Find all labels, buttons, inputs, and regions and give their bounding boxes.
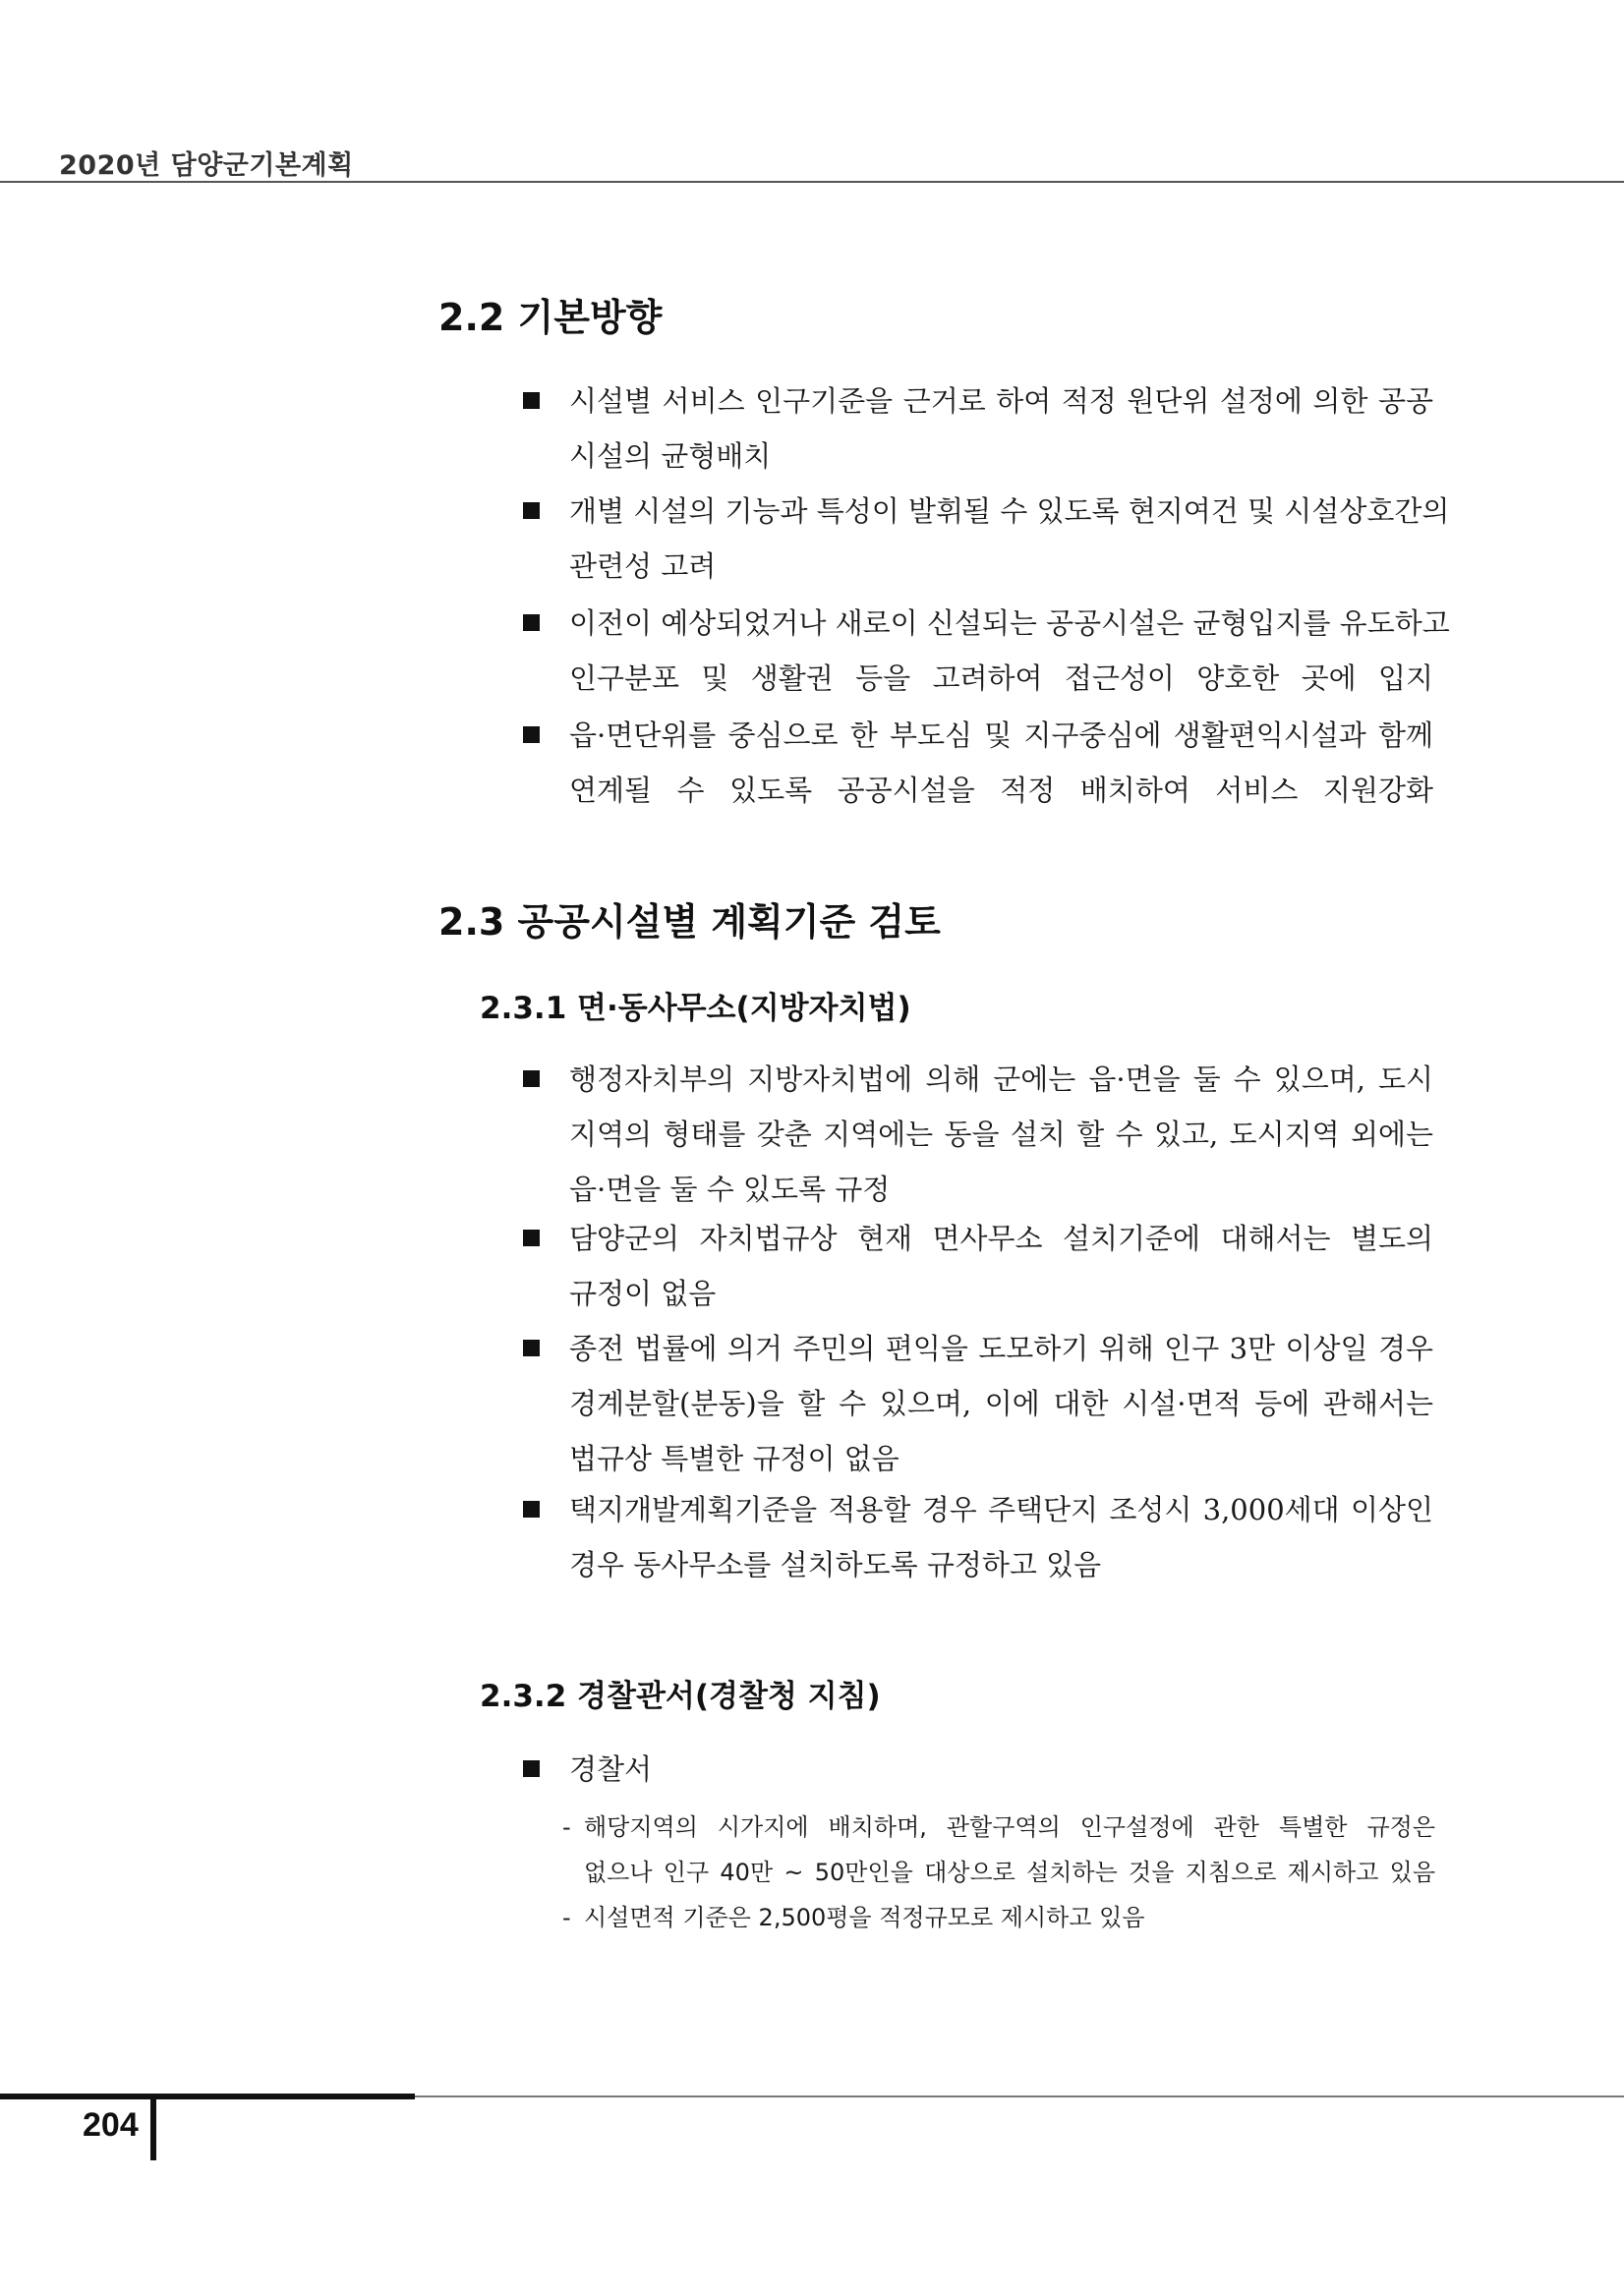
- bullet-line-text: 경찰서: [569, 1752, 653, 1786]
- bullet-line-text: 시설의 균형배치: [569, 439, 772, 473]
- footer-bar: [0, 2094, 415, 2099]
- bullet-item: [523, 596, 1450, 706]
- bullet-line-text: 종전 법률에 의거 주민의 편익을 도모하기 위해 인구 3만 이상일 경우: [569, 1332, 1433, 1365]
- square-bullet-icon: [523, 1070, 540, 1087]
- dash-mark: -: [562, 1813, 571, 1841]
- bullet-line-text: 법규상 특별한 규정이 없음: [569, 1442, 899, 1475]
- bullet-line-text: 규정이 없음: [569, 1277, 717, 1310]
- bullet-line-text: 지역의 형태를 갖춘 지역에는 동을 설치 할 수 있고, 도시지역 외에는: [569, 1118, 1433, 1151]
- bullet-line-text: 연계될 수 있도록 공공시설을 적정 배치하여 서비스 지원강화: [569, 774, 1433, 807]
- square-bullet-icon: [523, 614, 540, 631]
- bullet-line-text: 담양군의 자치법규상 현재 면사무소 설치기준에 대해서는 별도의: [569, 1222, 1433, 1255]
- square-bullet-icon: [523, 1340, 540, 1356]
- bullet-line-text: 읍·면을 둘 수 있도록 규정: [569, 1173, 891, 1206]
- bullet-item: [523, 708, 1433, 818]
- square-bullet-icon: [523, 1760, 540, 1777]
- bullet-line-text: 이전이 예상되었거나 새로이 신설되는 공공시설은 균형입지를 유도하고: [569, 606, 1450, 640]
- bullet-line-text: 인구분포 및 생활권 등을 고려하여 접근성이 양호한 곳에 입지: [569, 661, 1433, 695]
- bullet-line-text: 택지개발계획기준을 적용할 경우 주택단지 조성시 3,000세대 이상인: [569, 1493, 1433, 1526]
- dash-list-item: [562, 1805, 1435, 1895]
- bullet-item: [523, 484, 1450, 594]
- bullet-item: [523, 373, 1433, 484]
- page-number: 204: [83, 2106, 139, 2144]
- bullet-item: [523, 1211, 1433, 1321]
- square-bullet-icon: [523, 502, 540, 519]
- running-header-title: 2020년 담양군기본계획: [59, 150, 354, 181]
- bullet-item: [523, 1742, 1433, 1797]
- square-bullet-icon: [523, 1230, 540, 1246]
- footer-rule: [415, 2095, 1624, 2097]
- square-bullet-icon: [523, 392, 540, 409]
- dash-mark: -: [562, 1904, 571, 1931]
- subsection-heading-2-3-1: 2.3.1 면·동사무소(지방자치법): [480, 991, 911, 1026]
- bullet-line-text: 개별 시설의 기능과 특성이 발휘될 수 있도록 현지여건 및 시설상호간의: [569, 494, 1450, 528]
- bullet-line-text: 경우 동사무소를 설치하도록 규정하고 있음: [569, 1548, 1102, 1581]
- bullet-item: [523, 1482, 1433, 1592]
- bullet-line-text: 관련성 고려: [569, 549, 717, 583]
- dash-line-text: 시설면적 기준은 2,500평을 적정규모로 제시하고 있음: [584, 1904, 1145, 1931]
- header-rule: [0, 181, 1624, 183]
- section-heading-2-3: 2.3 공공시설별 계획기준 검토: [438, 900, 941, 944]
- subsection-heading-2-3-2: 2.3.2 경찰관서(경찰청 지침): [480, 1679, 881, 1714]
- bullet-line-text: 행정자치부의 지방자치법에 의해 군에는 읍·면을 둘 수 있으며, 도시: [569, 1062, 1433, 1096]
- section-heading-2-2: 2.2 기본방향: [438, 296, 663, 339]
- bullet-item: [523, 1321, 1433, 1486]
- square-bullet-icon: [523, 726, 540, 743]
- dash-line-text: 해당지역의 시가지에 배치하며, 관할구역의 인구설정에 관한 특별한 규정은: [584, 1813, 1435, 1841]
- bullet-line-text: 시설별 서비스 인구기준을 근거로 하여 적정 원단위 설정에 의한 공공: [569, 384, 1433, 418]
- page-number-bar: [150, 2099, 156, 2160]
- bullet-line-text: 읍·면단위를 중심으로 한 부도심 및 지구중심에 생활편익시설과 함께: [569, 718, 1433, 752]
- bullet-line-text: 경계분할(분동)을 할 수 있으며, 이에 대한 시설·면적 등에 관해서는: [569, 1387, 1433, 1420]
- square-bullet-icon: [523, 1501, 540, 1518]
- dash-line-text: 없으나 인구 40만 ~ 50만인을 대상으로 설치하는 것을 지침으로 제시하고 있음: [584, 1859, 1435, 1886]
- dash-list-item: [562, 1895, 1435, 1940]
- bullet-item: [523, 1052, 1433, 1217]
